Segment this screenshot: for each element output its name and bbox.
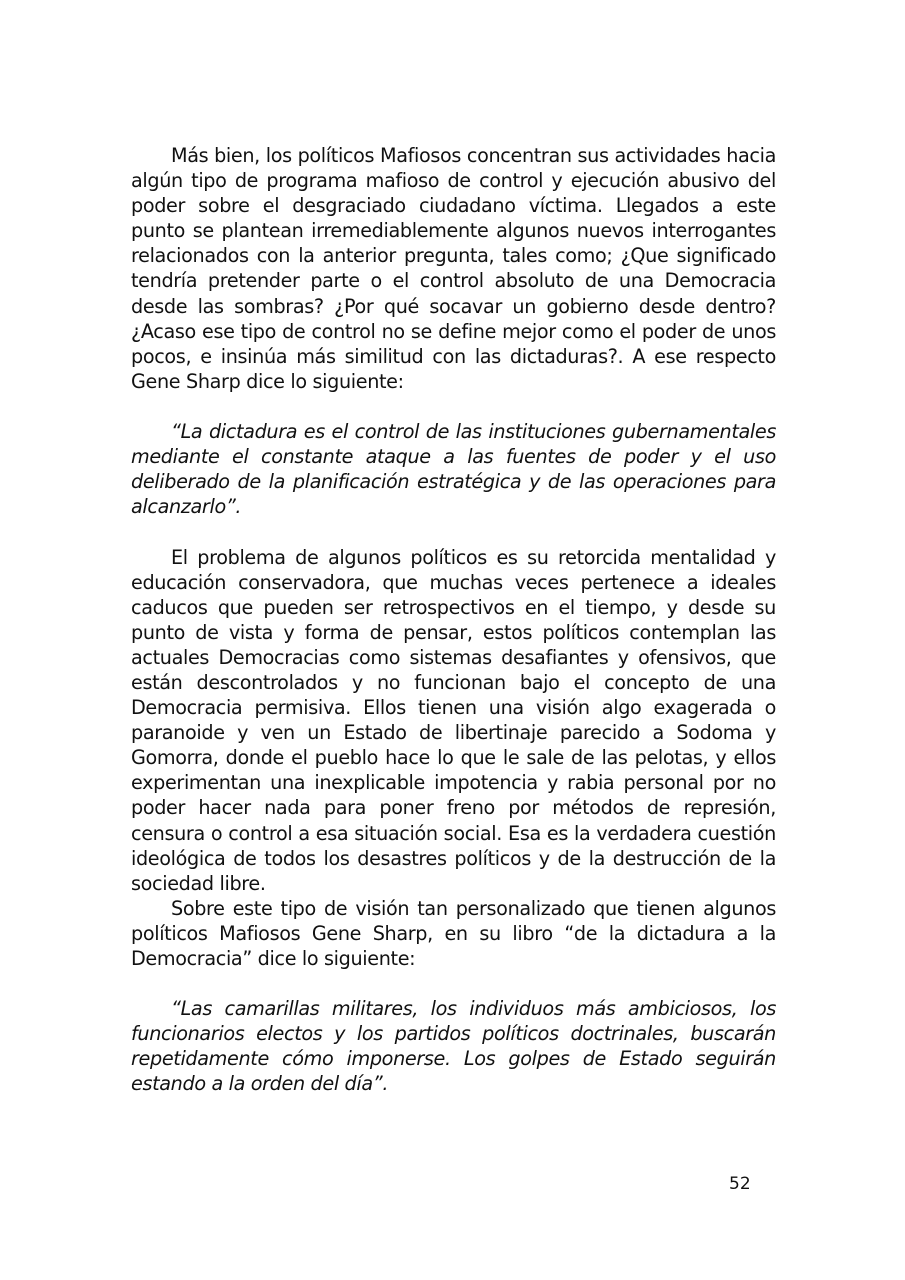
block-quote-1: “La dictadura es el control de las instituciones gubernamentales mediante el constante ataque a las fuentes de poder y el uso deliberado de la planificación estratégica y de las operaciones para alcanzarlo”. [131,420,776,519]
paragraph-gap [131,394,776,419]
paragraph-gap [131,971,776,996]
block-quote-2: “Las camarillas militares, los individuos más ambiciosos, los funcionarios electos y los partidos políticos doctrinales, buscarán repetidamente cómo imponerse. Los golpes de Estado seguirán estando a la orden del día”. [131,997,776,1096]
body-paragraph-1: Más bien, los políticos Mafiosos concentran sus actividades hacia algún tipo de programa mafioso de control y ejecución abusivo del poder sobre el desgraciado ciudadano víctima. Llegados a este punto se plantean irremediablemente algunos nuevos interrogantes relacionados con la anterior pregunta, tales como; ¿Que significado tendría pretender parte o el control absoluto de una Democracia desde las sombras? ¿Por qué socavar un gobierno desde dentro? ¿Acaso ese tipo de control no se define mejor como el poder de unos pocos, e insinúa más similitud con las dictaduras?. A ese respecto Gene Sharp dice lo siguiente: [131,144,776,393]
paragraph-gap [131,519,776,544]
page-body [131,143,776,1097]
body-paragraph-2: El problema de algunos políticos es su retorcida mentalidad y educación conservadora, que muchas veces pertenece a ideales caducos que pueden ser retrospectivos en el tiempo, y desde su punto de vista y forma de pensar, estos políticos contemplan las actuales Democracias como sistemas desafiantes y ofensivos, que están descontrolados y no funcionan bajo el concepto de una Democracia permisiva. Ellos tienen una visión algo exagerada o paranoide y ven un Estado de libertinaje parecido a Sodoma y Gomorra, donde el pueblo hace lo que le sale de las pelotas, y ellos experimentan una inexplicable impotencia y rabia personal por no poder hacer nada para poner freno por métodos de represión, censura o control a esa situación social. Esa es la verdadera cuestión ideológica de todos los desastres políticos y de la destrucción de la sociedad libre. [131,545,776,895]
body-paragraph-3: Sobre este tipo de visión tan personalizado que tienen algunos políticos Mafiosos Gene Sharp, en su libro “de la dictadura a la Democracia” dice lo siguiente: [131,896,776,970]
page-number: 52 [729,1174,751,1194]
